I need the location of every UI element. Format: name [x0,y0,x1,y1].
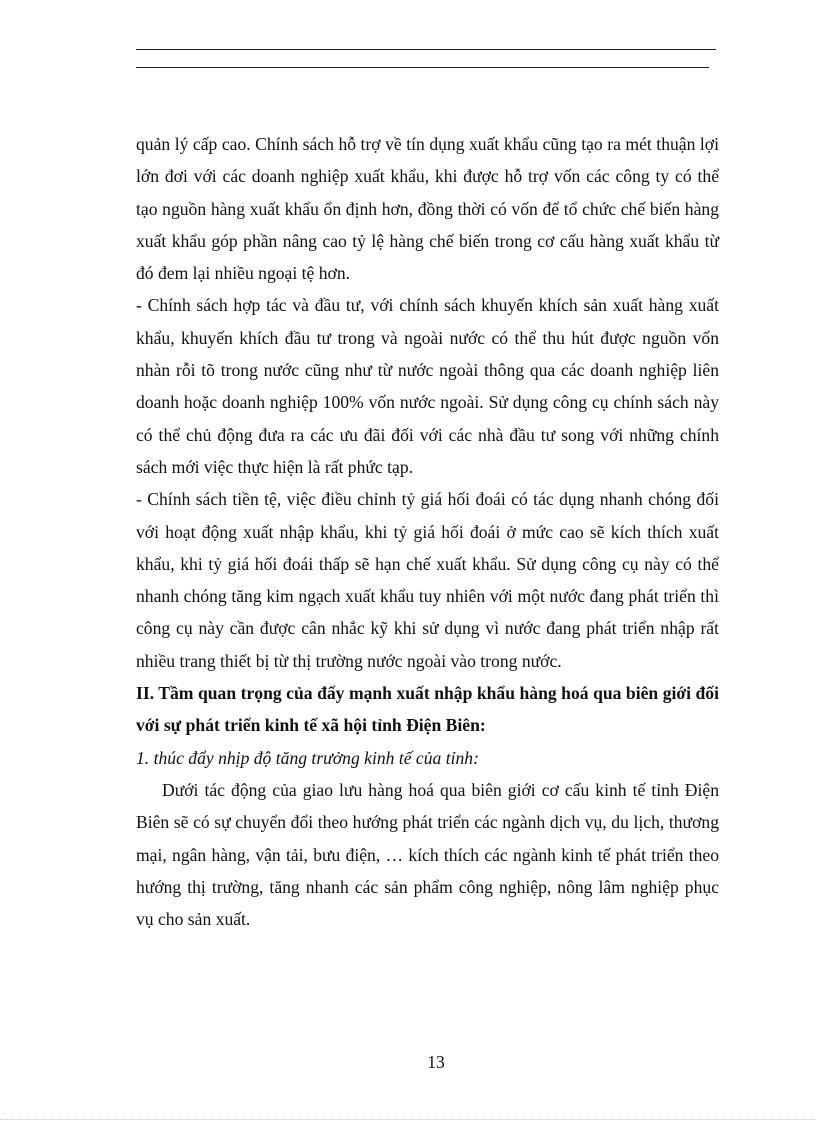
paragraph-investment-policy: - Chính sách hợp tác và đầu tư, với chính sách khuyến khích sản xuất hàng xuất khẩu, khuyến khích đầu tư trong và ngoài nước có thể thu hút được nguồn vốn nhàn rỗi tõ trong nước cũng như từ nước ngoài thông qua các doanh nghiệp liên doanh hoặc doanh nghiệp 100% vốn nước ngoài. Sử dụng công cụ chính sách này có thể chủ động đưa ra các ưu đãi đối với các nhà đầu tư song với những chính sách mới việc thực hiện là rất phức tạp. [136,295,719,477]
section-heading: II. Tầm quan trọng của đẩy mạnh xuất nhập khẩu hàng hoá qua biên giới đối với sự phát triển kinh tế xã hội tỉnh Điện Biên: [136,683,719,736]
paragraph-monetary-policy: - Chính sách tiền tệ, việc điều chỉnh tỷ giá hối đoái có tác dụng nhanh chóng đối với hoạt động xuất nhập khẩu, khi tỷ giá hối đoái ở mức cao sẽ kích thích xuất khẩu, khi tỷ giá hối đoái thấp sẽ hạn chế xuất khẩu. Sử dụng công cụ này có thể nhanh chóng tăng kim ngạch xuất khẩu tuy nhiên với một nước đang phát triển thì công cụ này cần được cân nhắc kỹ khi sử dụng vì nước đang phát triển nhập rất nhiều trang thiết bị từ thị trường nước ngoài vào trong nước. [136,489,719,671]
header-rule-top [136,49,716,50]
paragraph-economic-structure: Dưới tác động của giao lưu hàng hoá qua biên giới cơ cấu kinh tế tỉnh Điện Biên sẽ có sự chuyển đổi theo hướng phát triển các ngành dịch vụ, du lịch, thương mại, ngân hàng, vận tải, bưu điện, … kích thích các ngành kinh tế phát triển theo hướng thị trường, tăng nhanh các sản phẩm công nghiệp, nông lâm nghiệp phục vụ cho sản xuất. [136,779,719,930]
header-rule-bottom [136,67,709,68]
page-bottom-divider [0,1119,816,1120]
subsection-heading: 1. thúc đẩy nhịp độ tăng trưởng kinh tế của tỉnh: [136,747,479,768]
page-content [136,128,719,935]
paragraph-credit-policy: quản lý cấp cao. Chính sách hỗ trợ về tín dụng xuất khẩu cũng tạo ra mét thuận lợi lớn đơi với các doanh nghiệp xuất khẩu, khi được hỗ trợ vốn các công ty có thể tạo nguồn hàng xuất khẩu ổn định hơn, đồng thời có vốn để tổ chức chế biến hàng xuất khẩu góp phần nâng cao tỷ lệ hàng chế biến trong cơ cấu hàng xuất khẩu từ đó đem lại nhiều ngoại tệ hơn. [136,134,719,284]
page-number: 13 [427,1052,445,1072]
